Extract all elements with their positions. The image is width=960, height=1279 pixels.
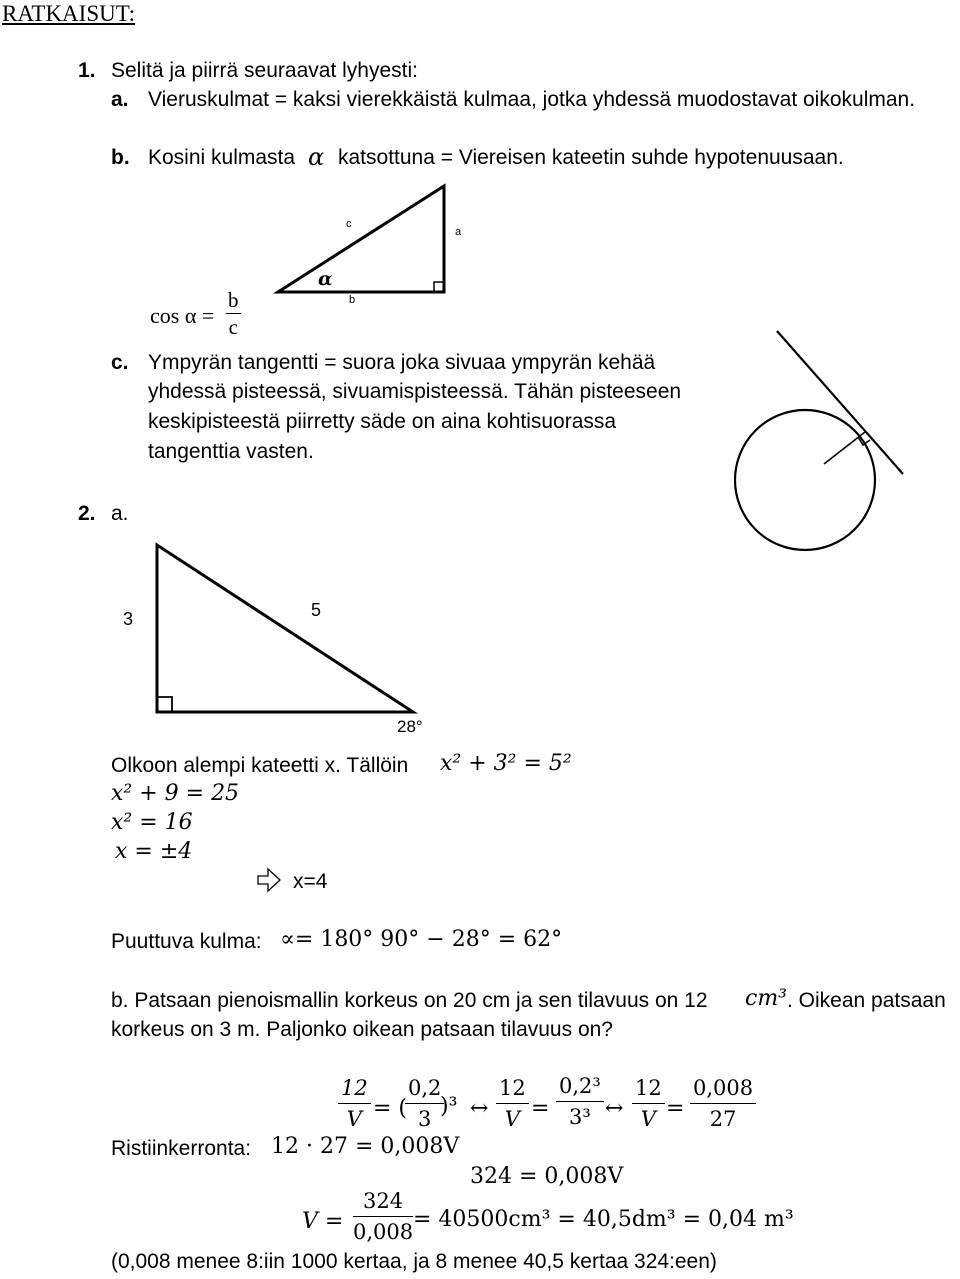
q2b-unit: cm³ (745, 986, 788, 1011)
cos-formula-den: c (228, 315, 238, 339)
ratio-iff-1: ↔ (470, 1096, 489, 1121)
eq-step-1: x² + 9 = 25 (111, 781, 240, 806)
q1b-alpha: α (308, 143, 325, 171)
ratio-frac-5: $\frac{12}{V}$ (632, 1078, 665, 1130)
q2-number: 2. (78, 502, 96, 525)
missing-angle-equation: ∝= 180° 90° − 28° = 62° (280, 927, 563, 952)
q1b-angle-alpha-label: α (318, 268, 333, 290)
eq-step-3: x = ±4 (115, 839, 193, 864)
final-rhs: = 40500cm³ = 40,5dm³ = 0,04 m³ (413, 1207, 794, 1232)
q1c-line-3: keskipisteestä piirretty säde on aina kohtisuorassa (148, 410, 617, 433)
q1b-label-a: a (455, 226, 462, 238)
q1c-line-2: yhdessä pisteessä, sivuamispisteessä. Tähän pisteeseen (148, 380, 682, 403)
q1c-line-4: tangenttia vasten. (148, 440, 314, 463)
q1-number: 1. (78, 59, 96, 82)
q1c-line-1: Ympyrän tangentti = suora joka sivuaa ympyrän kehää (148, 351, 656, 374)
page-heading: RATKAISUT: (2, 1, 136, 26)
ratio-frac-3: $\frac{12}{V}$ (496, 1078, 529, 1130)
q2b-text-3: korkeus on 3 m. Paljonko oikean patsaan tilavuus on? (111, 1018, 613, 1041)
missing-angle-label: Puuttuva kulma: (111, 930, 262, 953)
ratio-eq-2: = (531, 1096, 550, 1121)
q2a-label-5: 5 (311, 600, 322, 620)
q2a-label-3: 3 (123, 609, 134, 629)
eq-pythagoras: x² + 3² = 5² (440, 751, 572, 776)
ratio-frac-2: $\frac{0,2}{3}$ (405, 1078, 444, 1130)
q2a-intro: Olkoon alempi kateetti x. Tällöin (111, 754, 409, 777)
q1b-text-before: Kosini kulmasta (148, 146, 296, 169)
ratio-paren-close: )³ (440, 1094, 458, 1119)
final-fraction: $\frac{324}{0,008}$ (353, 1189, 414, 1244)
q1c-label: c. (111, 351, 129, 374)
ratio-eq-paren: = ( (373, 1096, 408, 1121)
cos-formula-lhs: cos α = (150, 303, 215, 328)
q1b-label-c: c (346, 218, 352, 230)
cross-equation: 12 · 27 = 0,008V (271, 1134, 460, 1159)
ratio-frac-1: $\frac{12}{V}$ (338, 1078, 371, 1130)
q1a-label: a. (111, 88, 129, 111)
equation-324: 324 = 0,008V (470, 1164, 624, 1189)
q2a-label-28: 28° (397, 717, 423, 736)
cos-formula-num: b (228, 288, 239, 312)
q1-instruction: Selitä ja piirrä seuraavat lyhyesti: (111, 59, 418, 82)
q1b-text-after: katsottuna = Viereisen kateetin suhde hypotenuusaan. (338, 146, 844, 169)
explanation-note: (0,008 menee 8:iin 1000 kertaa, ja 8 menee 40,5 kertaa 324:een) (111, 1250, 717, 1273)
ratio-frac-6: $\frac{0,008}{27}$ (690, 1078, 756, 1130)
q1a-text: Vieruskulmat = kaksi vierekkäistä kulmaa, jotka yhdessä muodostavat oikokulman. (148, 88, 916, 111)
eq-step-2: x² = 16 (111, 810, 193, 835)
q2a-result: x=4 (293, 870, 328, 893)
q1b-label: b. (111, 146, 130, 169)
ratio-eq-3: = (666, 1096, 685, 1121)
q2b-text-1: b. Patsaan pienoismallin korkeus on 20 cm ja sen tilavuus on 12 (111, 989, 708, 1012)
q1b-label-b: b (349, 294, 356, 306)
q2a-label: a. (111, 502, 129, 525)
ratio-iff-2: ↔ (605, 1096, 624, 1121)
final-lhs: V = (302, 1209, 344, 1234)
cross-label: Ristiinkerronta: (111, 1137, 252, 1160)
q2b-text-2: . Oikean patsaan (787, 989, 946, 1012)
ratio-frac-4: $\frac{\text{0,2³}}{\text{3³}}$ (556, 1076, 604, 1128)
